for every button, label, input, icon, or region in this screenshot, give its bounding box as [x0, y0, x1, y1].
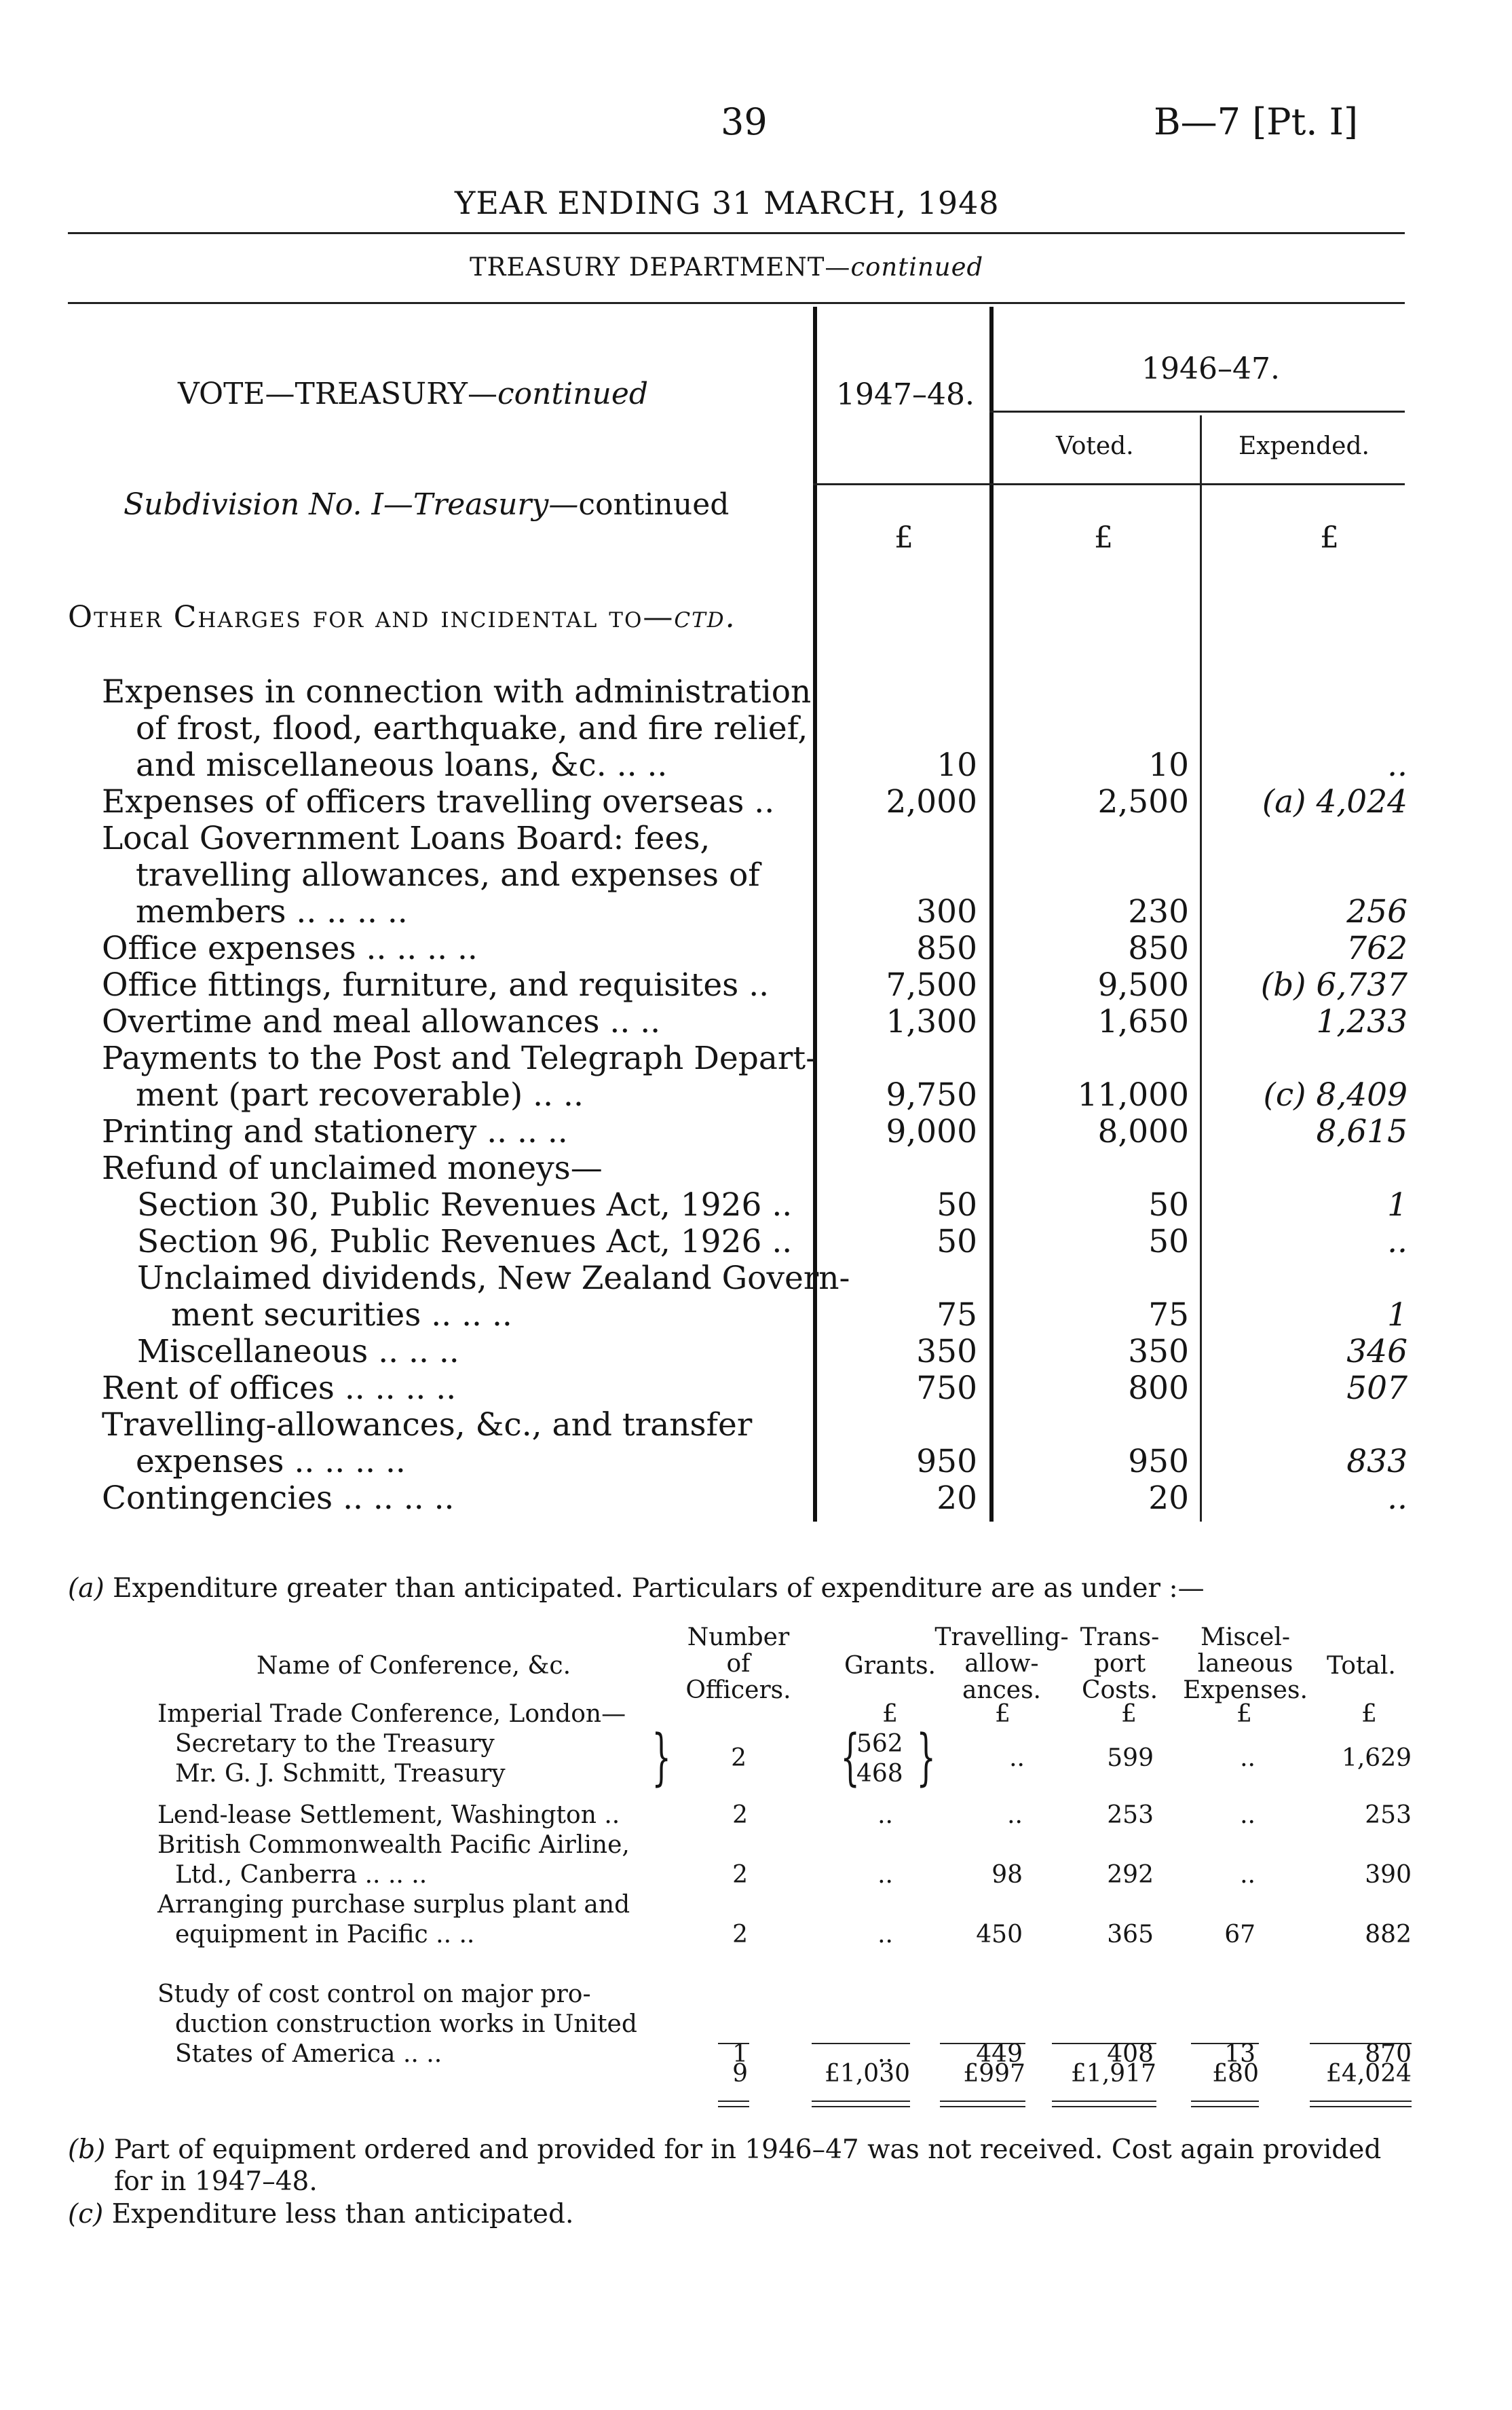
vote-item-14-amount-expended: 507 [1346, 1370, 1407, 1407]
header-rule-2 [68, 302, 1405, 304]
conf-row-1-travelling: .. [1009, 1744, 1025, 1772]
vote-item-5-amount-voted: 9,500 [1097, 966, 1189, 1004]
conf-row-2-name-1: Lend-lease Settlement, Washington .. [157, 1801, 620, 1829]
conf-row-5-total: 870 [1365, 2040, 1412, 2068]
vote-item-16-line-1: Contingencies .. .. .. .. [102, 1480, 455, 1517]
conf-head-officers-2: of [726, 1650, 751, 1678]
vote-item-5-amount-1947: 7,500 [886, 966, 977, 1004]
conf-currency-grants: £ [882, 1700, 898, 1728]
page-number: 39 [721, 100, 768, 143]
conf-head-travelling [934, 1624, 1070, 1703]
conf-head-transport-2: port [1093, 1650, 1146, 1678]
conf-row-2-travelling: .. [1007, 1801, 1023, 1829]
conf-row-3-misc: .. [1240, 1861, 1255, 1889]
vote-item-8-amount-1947: 9,000 [886, 1113, 977, 1150]
vote-item-9-line-1: Refund of unclaimed moneys— [102, 1150, 603, 1187]
footnote-b [68, 2134, 1381, 2165]
vote-item-12-amount-expended: 1 [1387, 1296, 1407, 1334]
vote-item-2-line-1: Expenses of officers travelling overseas .. [102, 783, 775, 821]
vote-item-12-line-1: Unclaimed dividends, New Zealand Govern- [137, 1260, 850, 1297]
vote-item-16-amount-1947: 20 [937, 1480, 977, 1517]
conf-head-misc-1: Miscel- [1201, 1623, 1290, 1651]
subdivision-title [124, 487, 729, 522]
vote-item-8-amount-expended: 8,615 [1316, 1113, 1407, 1150]
vote-item-16-amount-expended: .. [1387, 1480, 1407, 1517]
conf-row-3-total: 390 [1365, 1861, 1412, 1889]
col-head-1947: 1947–48. [836, 377, 975, 412]
vote-item-14-amount-1947: 750 [916, 1370, 977, 1407]
vote-item-6-amount-voted: 1,650 [1097, 1003, 1189, 1040]
vote-item-10-amount-expended: 1 [1387, 1186, 1407, 1224]
conf-total-misc: £80 [1212, 2060, 1259, 2088]
conf-row-1-name-3: Mr. G. J. Schmitt, Treasury [175, 1760, 506, 1788]
vote-item-7-amount-1947: 9,750 [886, 1076, 977, 1114]
vote-item-5-amount-expended: (b) 6,737 [1260, 966, 1407, 1004]
brace-right-icon: } [916, 1722, 936, 1793]
vote-item-13-amount-voted: 350 [1128, 1333, 1189, 1370]
subdivision-name: Subdivision No. I—Treasury— [124, 487, 579, 522]
conf-row-1-total: 1,629 [1341, 1744, 1412, 1772]
conf-total-grants: £1,030 [825, 2060, 910, 2088]
currency-expended: £ [1320, 521, 1339, 555]
conf-row-5-name-2: duction construction works in United [175, 2010, 637, 2038]
conf-total-travelling: £997 [963, 2060, 1025, 2088]
vote-item-12-amount-voted: 75 [1148, 1296, 1189, 1334]
vote-item-6-line-1: Overtime and meal allowances .. .. [102, 1003, 661, 1040]
col-head-expended: Expended. [1239, 432, 1369, 460]
conf-total-officers: 9 [732, 2060, 748, 2088]
footnote-b-text-1: Part of equipment ordered and provided for in 1946–47 was not received. Cost again provided [113, 2134, 1382, 2165]
conf-total-transport: £1,917 [1071, 2060, 1156, 2088]
conf-head-officers-1: Number [687, 1623, 790, 1651]
conf-currency-travelling: £ [995, 1700, 1010, 1728]
vote-item-2-amount-expended: (a) 4,024 [1262, 783, 1407, 821]
vote-item-6-amount-expended: 1,233 [1316, 1003, 1407, 1040]
vote-item-7-amount-voted: 11,000 [1077, 1076, 1189, 1114]
conf-head-transport [1065, 1624, 1174, 1703]
conf-currency-misc: £ [1236, 1700, 1252, 1728]
vote-item-11-amount-expended: .. [1387, 1223, 1407, 1260]
vote-item-4-amount-voted: 850 [1128, 930, 1189, 967]
conf-head-travelling-3: ances. [962, 1676, 1042, 1704]
vote-item-12-line-2: ment securities .. .. .. [171, 1296, 512, 1334]
conf-row-4-misc: 67 [1224, 1921, 1255, 1948]
footnote-a-text: Expenditure greater than anticipated. Particulars of expenditure are as under :— [113, 1573, 1205, 1604]
vote-item-7-line-2: ment (part recoverable) .. .. [136, 1076, 584, 1114]
conf-row-4-total: 882 [1365, 1921, 1412, 1948]
vote-title-main: VOTE—TREASURY— [178, 377, 497, 411]
conf-row-2-misc: .. [1240, 1801, 1255, 1829]
brace-right-icon: } [651, 1722, 671, 1793]
footnote-b-label: (b) [68, 2134, 106, 2165]
total-rule-transport [1052, 2043, 1156, 2044]
vote-item-10-amount-voted: 50 [1148, 1186, 1189, 1224]
vote-item-13-amount-expended: 346 [1346, 1333, 1407, 1370]
vote-item-16-amount-voted: 20 [1148, 1480, 1189, 1517]
vote-item-3-line-3: members .. .. .. .. [136, 893, 408, 930]
double-rule-transport [1052, 2101, 1156, 2107]
conf-head-transport-3: Costs. [1081, 1676, 1158, 1704]
footnote-c-label: (c) [68, 2199, 104, 2229]
vote-item-3-amount-1947: 300 [916, 893, 977, 930]
total-rule-grants [812, 2043, 910, 2044]
total-rule-officers [718, 2043, 749, 2044]
vote-item-15-line-1: Travelling-allowances, &c., and transfer [102, 1406, 753, 1444]
conf-row-3-travelling: 98 [991, 1861, 1023, 1889]
conf-row-4-transport: 365 [1107, 1921, 1154, 1948]
conf-row-2-transport: 253 [1107, 1801, 1154, 1829]
conf-row-5-transport: 408 [1107, 2040, 1154, 2068]
conf-row-3-name-2: Ltd., Canberra .. .. .. [175, 1861, 428, 1889]
vote-item-3-line-2: travelling allowances, and expenses of [136, 856, 760, 894]
conf-row-1-name-1: Imperial Trade Conference, London— [157, 1700, 626, 1728]
section-heading-ctd: ctd. [674, 600, 736, 635]
vote-item-11-amount-1947: 50 [937, 1223, 977, 1260]
rule-column-heads [813, 483, 1405, 485]
vote-item-7-line-1: Payments to the Post and Telegraph Depart- [102, 1040, 817, 1077]
conf-row-5-grants: .. [877, 2040, 893, 2068]
brace-left-icon: { [840, 1722, 860, 1793]
vote-item-8-amount-voted: 8,000 [1097, 1113, 1189, 1150]
conf-row-4-name-2: equipment in Pacific .. .. [175, 1921, 475, 1948]
conf-row-1-officers: 2 [731, 1744, 746, 1772]
conf-total-total: £4,024 [1326, 2060, 1412, 2088]
vote-item-1-line-2: of frost, flood, earthquake, and fire relief, [136, 710, 808, 747]
vote-item-8-line-1: Printing and stationery .. .. .. [102, 1113, 568, 1150]
conf-row-3-transport: 292 [1107, 1861, 1154, 1889]
conf-head-total: Total. [1327, 1652, 1396, 1680]
vote-item-15-line-2: expenses .. .. .. .. [136, 1443, 406, 1480]
year-title: YEAR ENDING 31 MARCH, 1948 [455, 185, 1000, 221]
vote-item-10-line-1: Section 30, Public Revenues Act, 1926 .. [137, 1186, 793, 1224]
conf-row-4-travelling: 450 [976, 1921, 1023, 1948]
conf-row-5-name-3: States of America .. .. [175, 2040, 442, 2068]
vote-item-3-line-1: Local Government Loans Board: fees, [102, 820, 711, 857]
vote-item-14-line-1: Rent of offices .. .. .. .. [102, 1370, 457, 1407]
conf-row-2-officers: 2 [732, 1801, 748, 1829]
vote-item-1-amount-voted: 10 [1148, 747, 1189, 784]
conf-head-officers [677, 1624, 799, 1703]
department-title [470, 252, 983, 282]
footnote-c [68, 2199, 573, 2229]
col-head-voted: Voted. [1056, 432, 1134, 460]
conf-head-misc [1181, 1624, 1310, 1703]
vote-item-12-amount-1947: 75 [937, 1296, 977, 1334]
section-heading [68, 600, 736, 635]
conf-row-1-grant-1: 562 [856, 1730, 903, 1758]
vote-item-5-line-1: Office fittings, furniture, and requisites .. [102, 966, 770, 1004]
vote-title-continued: continued [497, 377, 649, 411]
section-heading-main: Other Charges for and incidental to— [68, 600, 675, 635]
col-head-1946: 1946–47. [1141, 352, 1280, 386]
total-rule-travelling [940, 2043, 1025, 2044]
conf-head-travelling-2: allow- [964, 1650, 1039, 1678]
vote-item-14-amount-voted: 800 [1128, 1370, 1189, 1407]
conf-head-transport-1: Trans- [1080, 1623, 1160, 1651]
total-rule-misc [1191, 2043, 1259, 2044]
vote-item-15-amount-expended: 833 [1346, 1443, 1407, 1480]
double-rule-misc [1191, 2101, 1259, 2107]
vote-item-1-amount-1947: 10 [937, 747, 977, 784]
footnote-c-text: Expenditure less than anticipated. [111, 2199, 574, 2229]
conf-row-1-grant-2: 468 [856, 1760, 903, 1788]
vote-item-3-amount-voted: 230 [1128, 893, 1189, 930]
total-rule-total [1310, 2043, 1412, 2044]
vote-item-10-amount-1947: 50 [937, 1186, 977, 1224]
double-rule-total [1310, 2101, 1412, 2107]
footnote-a [68, 1573, 1205, 1604]
vote-item-2-amount-1947: 2,000 [886, 783, 977, 821]
vote-item-1-line-3: and miscellaneous loans, &c. .. .. [136, 747, 668, 784]
conf-row-1-misc: .. [1240, 1744, 1255, 1772]
vote-item-4-amount-1947: 850 [916, 930, 977, 967]
vote-item-4-line-1: Office expenses .. .. .. .. [102, 930, 478, 967]
conf-row-5-misc: 13 [1224, 2040, 1255, 2068]
department-name: TREASURY DEPARTMENT— [470, 252, 851, 282]
conf-head-misc-3: Expenses. [1183, 1676, 1308, 1704]
conf-head-travelling-1: Travelling- [934, 1623, 1069, 1651]
conf-row-1-transport: 599 [1107, 1744, 1154, 1772]
conf-row-1-name-2: Secretary to the Treasury [175, 1730, 495, 1758]
currency-1947: £ [894, 521, 913, 555]
vote-item-13-amount-1947: 350 [916, 1333, 977, 1370]
department-continued: continued [850, 252, 984, 282]
conf-row-4-grants: .. [877, 1921, 893, 1948]
rule-1946-header [989, 411, 1405, 413]
conf-row-2-grants: .. [877, 1801, 893, 1829]
conf-row-3-officers: 2 [732, 1861, 748, 1889]
vote-item-15-amount-voted: 950 [1128, 1443, 1189, 1480]
conf-head-officers-3: Officers. [685, 1676, 791, 1704]
vote-item-7-amount-expended: (c) 8,409 [1263, 1076, 1407, 1114]
conf-row-3-grants: .. [877, 1861, 893, 1889]
double-rule-grants [812, 2101, 910, 2107]
vote-item-4-amount-expended: 762 [1346, 930, 1407, 967]
conf-row-4-name-1: Arranging purchase surplus plant and [157, 1891, 630, 1919]
subdivision-continued: continued [578, 487, 730, 522]
vote-item-1-line-1: Expenses in connection with administration [102, 673, 812, 711]
conf-head-name: Name of Conference, &c. [257, 1652, 571, 1680]
vote-item-6-amount-1947: 1,300 [886, 1003, 977, 1040]
document-reference: B—7 [Pt. I] [1154, 100, 1359, 143]
footnote-a-label: (a) [68, 1573, 105, 1604]
header-rule-1 [68, 232, 1405, 234]
vote-item-2-amount-voted: 2,500 [1097, 783, 1189, 821]
vote-item-15-amount-1947: 950 [916, 1443, 977, 1480]
footnote-b-continuation: for in 1947–48. [114, 2166, 318, 2197]
double-rule-officers [718, 2101, 749, 2107]
double-rule-travelling [940, 2101, 1025, 2107]
conf-row-5-travelling: 449 [976, 2040, 1023, 2068]
conf-row-2-total: 253 [1365, 1801, 1412, 1829]
conf-row-5-name-1: Study of cost control on major pro- [157, 1980, 591, 2008]
col-divider-expended [1200, 415, 1202, 1522]
vote-item-11-line-1: Section 96, Public Revenues Act, 1926 .. [137, 1223, 793, 1260]
conf-head-grants: Grants. [844, 1652, 936, 1680]
currency-voted: £ [1094, 521, 1113, 555]
conf-currency-transport: £ [1121, 1700, 1137, 1728]
vote-item-11-amount-voted: 50 [1148, 1223, 1189, 1260]
vote-item-1-amount-expended: .. [1387, 747, 1407, 784]
conf-head-misc-2: laneous [1197, 1650, 1293, 1678]
vote-title [178, 377, 648, 411]
vote-item-13-line-1: Miscellaneous .. .. .. [137, 1333, 459, 1370]
conf-currency-total: £ [1361, 1700, 1377, 1728]
vote-item-3-amount-expended: 256 [1346, 893, 1407, 930]
conf-row-4-officers: 2 [732, 1921, 748, 1948]
conf-row-3-name-1: British Commonwealth Pacific Airline, [157, 1831, 630, 1859]
conf-row-5-officers: 1 [732, 2040, 748, 2068]
